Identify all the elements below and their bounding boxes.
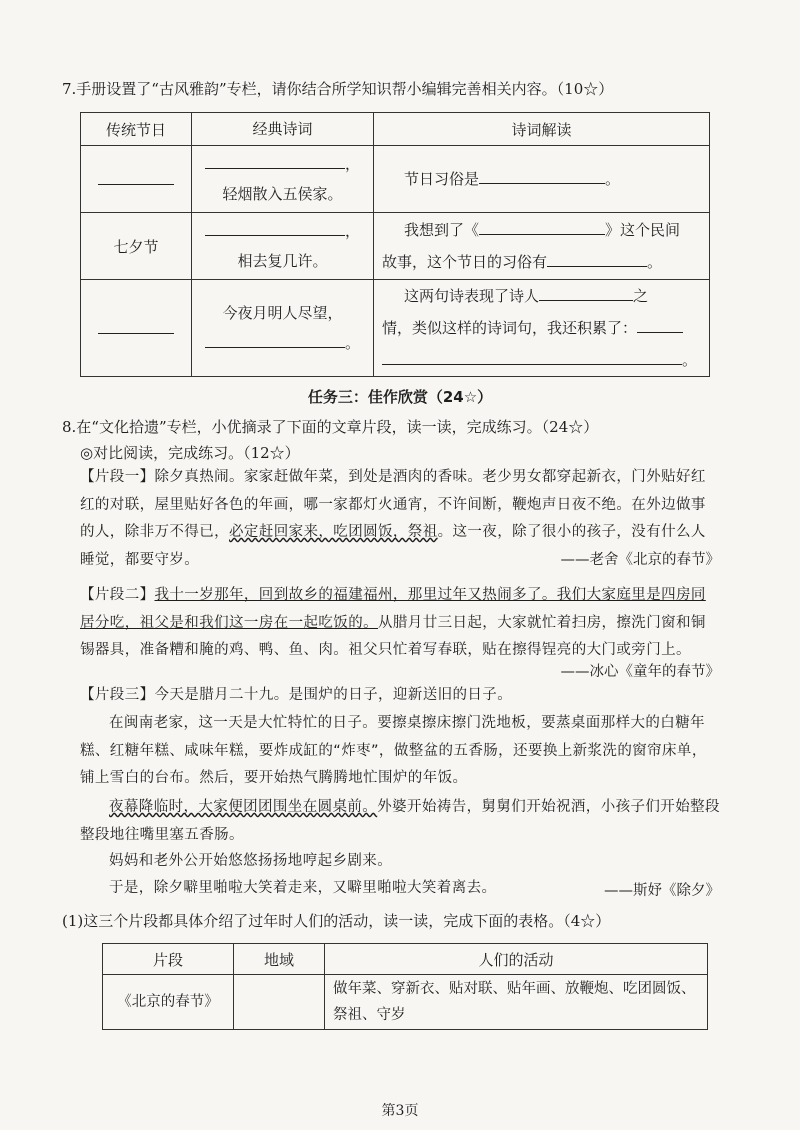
custom-blank[interactable] <box>479 169 605 184</box>
q8-header-fragment: 片段 <box>103 944 234 975</box>
poem-blank[interactable] <box>205 333 345 348</box>
q8-header-activity: 人们的活动 <box>325 944 708 975</box>
q7-header-interp: 诗词解读 <box>374 113 710 146</box>
fragment-1-marked: 必定赶回家来，吃团圆饭，祭祖 <box>229 524 438 540</box>
fragment-3-para-5: 于是，除夕噼里啪啦大笑着走来，又噼里啪啦大笑着离去。 <box>109 880 497 896</box>
q8-subprompt: ◎对比阅读，完成练习。（12☆） <box>80 444 300 462</box>
fragment-3-para-4: 妈妈和老外公开始悠悠扬扬地哼起乡剧来。 <box>109 853 393 869</box>
q7-row-2: 七夕节 ， 相去复几许。 我想到了《 》这个民间 故事，这个节日的习俗有 。 <box>81 213 710 280</box>
poem-extra-blank[interactable] <box>637 318 683 333</box>
q8-header-region: 地域 <box>234 944 325 975</box>
fragment-label: 《北京的春节》 <box>103 975 234 1030</box>
story-blank[interactable] <box>479 220 605 235</box>
festival-blank[interactable] <box>98 319 174 334</box>
fragment-3-para-3: 夜幕降临时，大家便团团围坐在圆桌前。外婆开始祷告，舅舅们开始祝酒，小孩子们开始整段整段地往嘴里塞五香肠。 <box>80 799 720 843</box>
q7-row-3: 今夜月明人尽望， 。 这两句诗表现了诗人 之 情，类似这样的诗词句，我还积累了： 。 <box>81 280 710 377</box>
poem-extra-blank-2[interactable] <box>382 350 682 365</box>
fragment-2-source: ——冰心《童年的春节》 <box>560 664 720 680</box>
region-cell[interactable] <box>234 975 325 1030</box>
q8-1-prompt: (1)这三个片段都具体介绍了过年时人们的活动，读一读，完成下面的表格。（4☆） <box>62 912 611 930</box>
q7-row-1: ， 轻烟散入五侯家。 节日习俗是 。 <box>81 146 710 213</box>
fragment-3-para-2: 在闽南老家，这一天是大忙特忙的日子。要擦桌擦床擦门洗地板，要蒸桌面那样大的白糖年糕、红糖年糕、咸味年糕，要炸成缸的“炸枣”，做整盆的五香肠，还要换上新浆洗的窗帘床单，铺上雪白的台布。然后，要开始热气腾腾地忙围炉的年饭。 <box>80 715 707 786</box>
custom-blank[interactable] <box>547 252 647 267</box>
poem-line: 今夜月明人尽望， <box>222 304 343 322</box>
page-number: 第3页 <box>381 1103 419 1119</box>
q7-prompt: 7.手册设置了“古风雅韵”专栏，请你结合所学知识帮小编辑完善相关内容。（10☆） <box>62 80 614 98</box>
q7-header-festival: 传统节日 <box>81 113 192 146</box>
q7-header-poem: 经典诗词 <box>192 113 374 146</box>
fragment-2: 【片段二】我十一岁那年，回到故乡的福建福州，那里过年又热闹多了。我们大家庭里是四房同居分吃，祖父是和我们这一房在一起吃饭的。从腊月廿三日起，大家就忙着扫房，擦洗门窗和铜锡器具，准备糟和腌的鸡、鸭、鱼、肉。祖父只忙着写春联，贴在擦得锃亮的大门或旁门上。 <box>80 587 706 658</box>
fragment-3-source: ——斯妤《除夕》 <box>604 883 720 899</box>
task3-title: 任务三：佳作欣赏（24☆） <box>307 388 493 406</box>
fragment-3-heading: 【片段三】今天是腊月二十九。是围炉的日子，迎新送旧的日子。 <box>80 687 513 703</box>
poem-blank[interactable] <box>205 221 345 236</box>
activity-cell: 做年菜、穿新衣、贴对联、贴年画、放鞭炮、吃团圆饭、祭祖、守岁 <box>325 975 708 1030</box>
poem-line: 相去复几许。 <box>237 252 328 270</box>
poem-blank[interactable] <box>205 154 345 169</box>
interp-text: 节日习俗是 <box>404 170 480 188</box>
q8-prompt: 8.在“文化拾遗”专栏，小优摘录了下面的文章片段，读一读，完成练习。（24☆） <box>62 418 599 436</box>
q8-table <box>102 943 708 1030</box>
festival-blank[interactable] <box>98 170 174 185</box>
q8-row-1 <box>103 975 708 1030</box>
fragment-1: 【片段一】除夕真热闹。家家赶做年菜，到处是酒肉的香味。老少男女都穿起新衣，门外贴好红红的对联，屋里贴好各色的年画，哪一家都灯火通宵，不许间断，鞭炮声日夜不绝。在外边做事的人，除非万不得已，必定赶回家来，吃团圆饭，祭祖。这一夜，除了很小的孩子，没有什么人睡觉，都要守岁。 <box>80 469 706 568</box>
q7-table <box>80 112 710 377</box>
fragment-1-source: ——老舍《北京的春节》 <box>560 552 720 568</box>
festival-qixi: 七夕节 <box>81 213 192 280</box>
poem-line: 轻烟散入五侯家。 <box>222 185 343 203</box>
fragment-2-underlined: 我十一岁那年，回到故乡的福建福州，那里过年又热闹多了。我们大家庭里是四房同居分吃，祖父是和我们这一房在一起吃饭的。 <box>80 587 706 631</box>
fragment-3-marked: 夜幕降临时，大家便团团围坐在圆桌前。 <box>109 799 378 815</box>
emotion-blank[interactable] <box>539 286 633 301</box>
